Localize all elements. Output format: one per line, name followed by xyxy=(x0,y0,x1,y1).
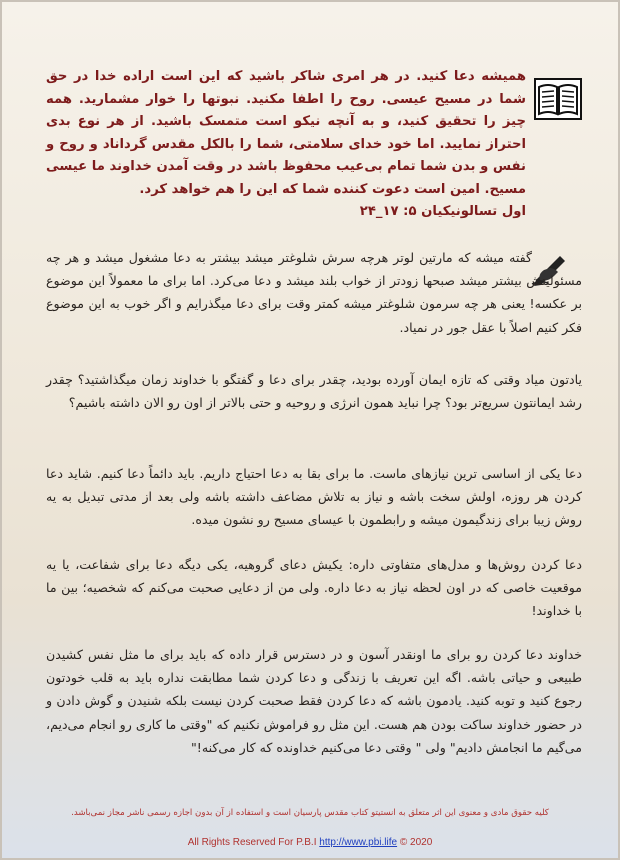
scripture-reference: اول تسالونیکیان ۵: ۱۷_۲۴ xyxy=(359,204,526,219)
rights-text: All Rights Reserved For P.B.I xyxy=(187,837,317,848)
paragraph-prayer-methods: دعا کردن روش‌ها و مدل‌های متفاوتی داره: یکیش دعای گروهیه، یکی دیگه دعا برای شفاعت، یا یه موقعیت خاصی که در اون لحظه نیاز به دعا داره. ولی من از دعایی صحبت می‌کنم که شخصیه؛ بین ما با خداوند! xyxy=(46,557,582,619)
paragraph-like-breathing: خداوند دعا کردن رو برای ما اونقدر آسون و در دسترس قرار داده که باید برای ما مثل نفس کشیدن طبیعی و حیاتی باشه. اگه این تعریف با زندگی و دعا کردن شما مطابقت نداره باید به قلب خودتون رجوع کنید و توبه کنید. یادمون باشه که دعا کردن فقط صحبت کردن نیست بلکه شنیدن و گوش دادن و در حضور خداوند ساکت بودن هم هست. این مثل رو فراموش نکنیم که "وقتی ما کاری رو انجام می‌دیم، می‌گیم ما انجامش دادیم" ولی " وقتی دعا می‌کنیم خداونده که کار می‌کنه!" xyxy=(46,647,582,755)
paragraph-basic-need: دعا یکی از اساسی ترین نیازهای ماست. ما برای بقا به دعا احتیاج داریم. باید دائماً دعا کنیم. شاید دعا کردن هر روزه، اولش سخت باشه و نیاز به تلاش مضاعف داشته باشه ولی بعد از مدتی تبدیل به یه روش زیبا برای زندگیمون میشه و رابطمون با عیسای مسیح رو نشون میده. xyxy=(46,466,582,528)
scripture-body: همیشه دعا کنید. در هر امری شاکر باشید که این است اراده خدا در حق شما در مسیح عیسی. روح را اطفا مکنید. نبوتها را خوار مشمارید. همه چیز را تحقیق کنید، و به آنچه نیکو است متمسک باشید. از هر نوع بدی احتراز نمایید. اما خود خدای سلامتی، شما را بالکل مقدس گرداناد و روح و نفس و بدن شما تمام بی‌عیب محفوظ باشد در وقت آمدن خداوند ما عیسی مسیح. امین است دعوت کننده شما که این را هم خواهد کرد. xyxy=(46,69,526,197)
copyright-line xyxy=(2,837,618,848)
copyright-year: © 2020 xyxy=(399,837,433,848)
copyright-notice-persian: کلیه حقوق مادی و معنوی این اثر متعلق به انستیتو کتاب مقدس پارسیان است و استفاده از آن بدون اجازه رسمی ناشر مجاز نمی‌باشد. xyxy=(71,808,549,818)
scripture-text xyxy=(46,66,526,224)
paragraph-first-faith: یادتون میاد وقتی که تازه ایمان آورده بودید، چقدر برای دعا و گفتگو با خداوند زمان میگذاشتید؟ چقدر رشد ایمانتون سریع‌تر بود؟ چرا نباید همون انرژی و روحیه و حتی بالاتر از اون رو الان داشته باشیم؟ xyxy=(46,372,582,411)
paragraph-luther: گفته میشه که مارتین لوتر هرچه سرش شلوغتر میشد بیشتر به دعا مشغول میشد و هر چه مسئولیتش بیشتر میشد صبحها زودتر از خواب بلند میشد و دعا می‌کرد. اما برای ما معمولاً این موضوع بر عکسه! یعنی هر چه سرمون شلوغتر میشه کمتر وقت برای دعا میگذرایم و اگر خوب به این موضوع فکر کنیم اصلاً با عقل جور در نمیاد. xyxy=(46,250,582,335)
website-link[interactable]: http://www.pbi.life xyxy=(319,837,398,848)
open-book-icon xyxy=(534,78,582,120)
scripture-block xyxy=(46,66,582,219)
